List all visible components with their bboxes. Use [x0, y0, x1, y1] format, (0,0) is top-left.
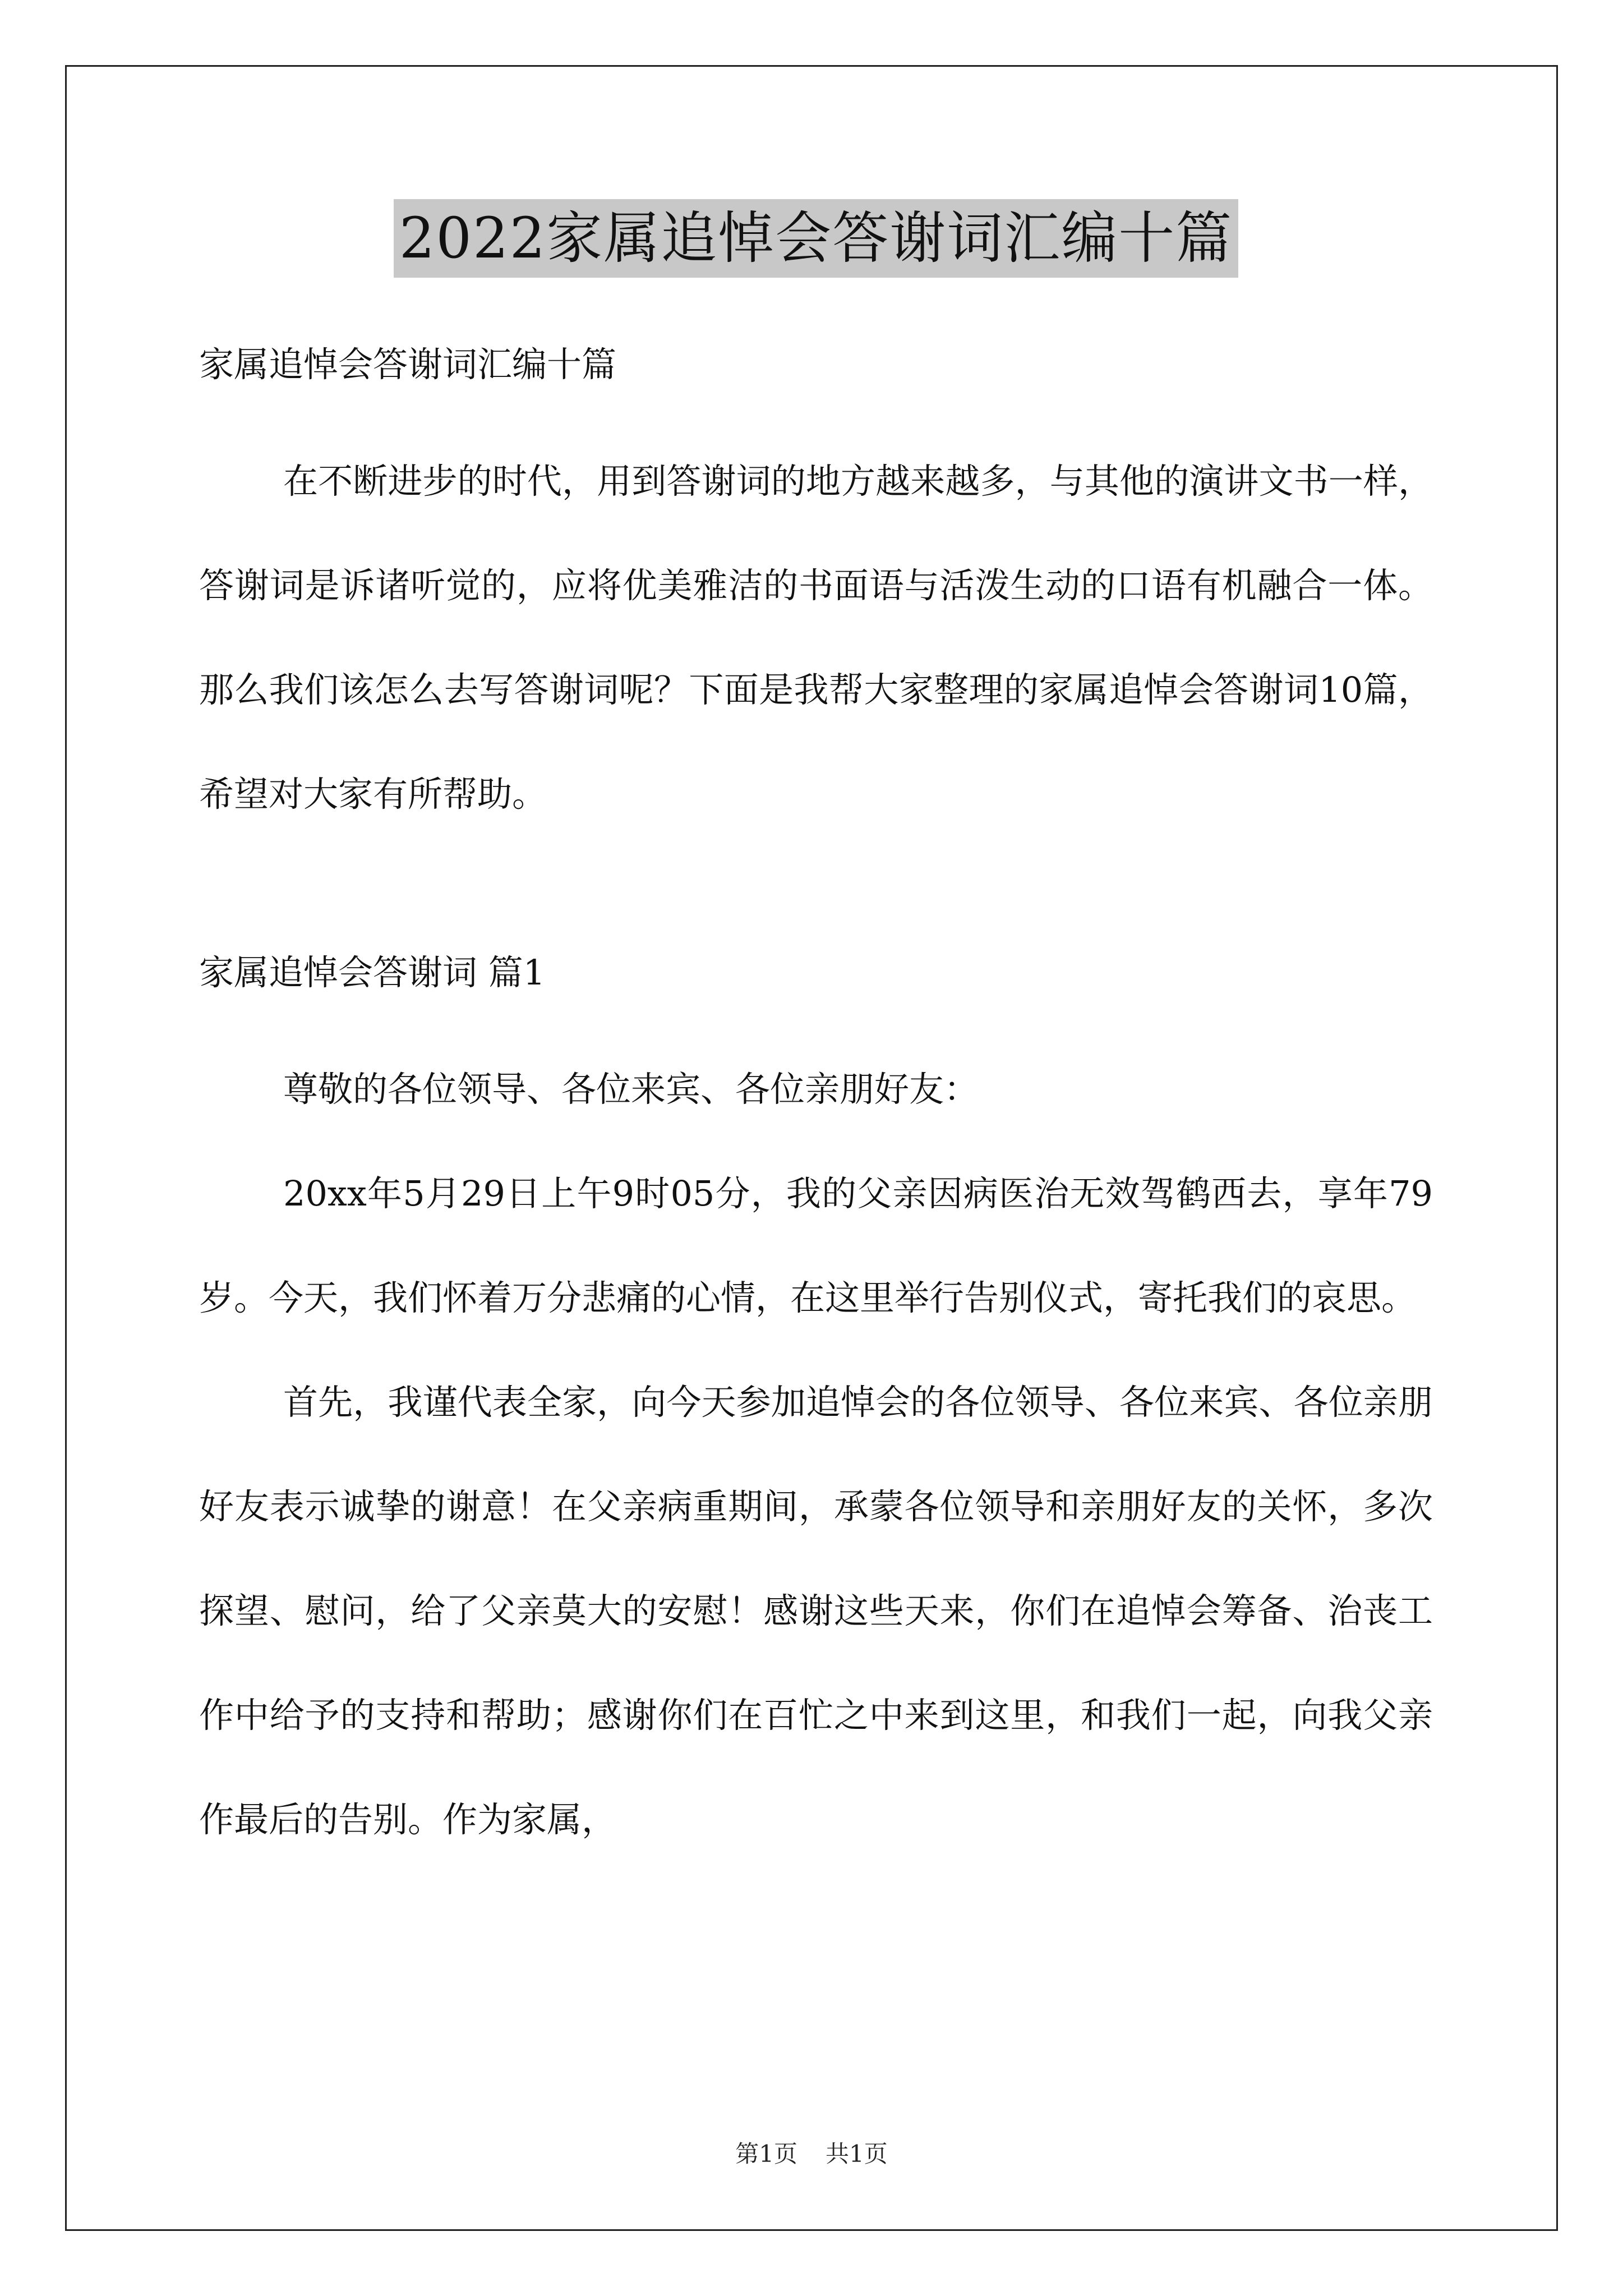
body-paragraph: 20xx年5月29日上午9时05分，我的父亲因病医治无效驾鹤西去，享年79岁。今天，我们怀着万分悲痛的心情，在这里举行告别仪式，寄托我们的哀思。 [199, 1173, 1433, 1318]
document-body [199, 199, 1433, 1872]
page-total: 共1页 [826, 2140, 888, 2168]
document-subtitle: 家属追悼会答谢词汇编十篇 [199, 344, 617, 385]
page-footer [0, 2137, 1623, 2171]
body-paragraph: 首先，我谨代表全家，向今天参加追悼会的各位领导、各位来宾、各位亲朋好友表示诚挚的谢意！在父亲病重期间，承蒙各位领导和亲朋好友的关怀，多次探望、慰问，给了父亲莫大的安慰！感谢这些天来，你们在追悼会筹备、治丧工作中给予的支持和帮助；感谢你们在百忙之中来到这里，和我们一起，向我父亲作最后的告别。作为家属， [199, 1382, 1433, 1840]
page-number: 第1页 [735, 2140, 797, 2168]
section-heading-1: 家属追悼会答谢词 篇1 [199, 952, 546, 993]
salutation: 尊敬的各位领导、各位来宾、各位亲朋好友： [283, 1069, 979, 1110]
intro-paragraph: 在不断进步的时代，用到答谢词的地方越来越多，与其他的演讲文书一样，答谢词是诉诸听觉的，应将优美雅洁的书面语与活泼生动的口语有机融合一体。那么我们该怎么去写答谢词呢？下面是我帮大家整理的家属追悼会答谢词10篇，希望对大家有所帮助。 [199, 461, 1433, 815]
title-container [199, 199, 1433, 278]
document-title: 2022家属追悼会答谢词汇编十篇 [394, 199, 1239, 278]
